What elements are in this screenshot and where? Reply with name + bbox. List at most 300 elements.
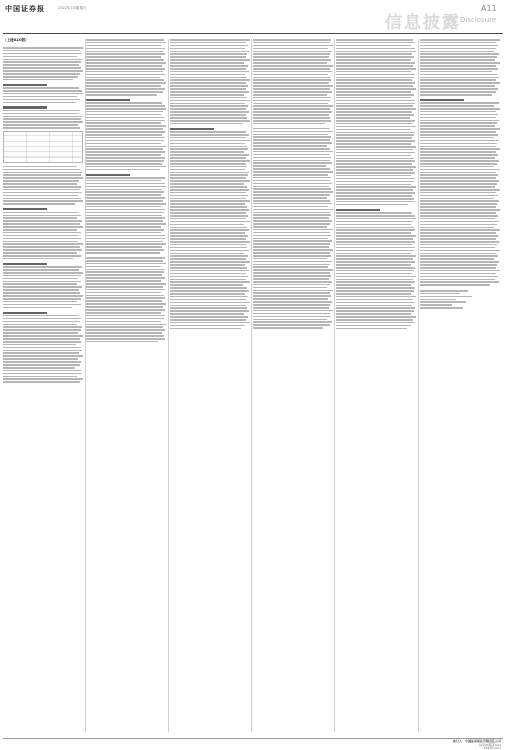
text-line	[3, 332, 78, 334]
text-line	[336, 45, 411, 47]
text-line	[3, 295, 83, 297]
text-line	[3, 376, 77, 378]
text-line	[86, 292, 161, 294]
text-line	[253, 59, 331, 61]
text-line	[3, 235, 79, 237]
text-line	[253, 298, 328, 300]
text-line	[3, 177, 83, 179]
text-line	[3, 344, 76, 346]
section-heading-line	[3, 312, 47, 314]
text-line	[420, 151, 497, 153]
text-line	[420, 114, 498, 116]
text-line	[253, 68, 330, 70]
text-line	[253, 177, 331, 179]
text-line	[336, 253, 410, 255]
text-line	[253, 321, 332, 323]
text-line	[86, 134, 162, 136]
text-line	[170, 140, 250, 142]
text-line	[3, 183, 77, 185]
text-line	[86, 169, 160, 171]
text-line	[86, 260, 163, 262]
text-line	[336, 160, 414, 162]
text-line	[3, 243, 83, 245]
text-line	[3, 238, 81, 240]
text-line	[253, 171, 333, 173]
text-line	[170, 88, 247, 90]
text-line	[86, 180, 161, 182]
text-line	[336, 287, 415, 289]
text-line	[86, 85, 161, 87]
text-line	[336, 103, 415, 105]
text-line	[3, 241, 78, 243]
text-line	[3, 67, 81, 69]
text-line	[336, 143, 410, 145]
text-line	[170, 91, 249, 93]
text-line	[3, 266, 82, 268]
text-line	[253, 220, 332, 222]
text-line	[170, 45, 248, 47]
text-line	[3, 286, 82, 288]
text-line	[336, 111, 412, 113]
text-line	[420, 192, 497, 194]
section-heading-line	[3, 84, 47, 86]
text-line	[3, 186, 81, 188]
text-line	[86, 71, 163, 73]
text-line	[420, 221, 499, 223]
text-line	[336, 258, 413, 260]
text-line	[420, 255, 498, 257]
section-title: 信息披露	[385, 13, 461, 33]
text-line	[3, 321, 80, 323]
text-line	[420, 307, 463, 309]
text-line	[170, 123, 244, 125]
text-line	[420, 74, 498, 76]
text-line	[170, 183, 244, 185]
text-line	[170, 53, 248, 55]
text-line	[253, 88, 330, 90]
text-line	[3, 200, 83, 202]
text-line	[420, 82, 500, 84]
text-line	[86, 241, 163, 243]
text-line	[253, 258, 327, 260]
text-column	[86, 36, 166, 736]
text-line	[420, 195, 498, 197]
text-line	[253, 111, 332, 113]
text-line	[86, 186, 166, 188]
text-line	[3, 53, 81, 55]
text-line	[86, 131, 164, 133]
text-line	[420, 232, 497, 234]
text-line	[253, 313, 330, 315]
text-line	[420, 238, 496, 240]
text-line	[336, 310, 414, 312]
text-line	[253, 197, 327, 199]
text-line	[3, 192, 82, 194]
text-line	[170, 307, 248, 309]
text-line	[336, 172, 415, 174]
text-line	[3, 212, 79, 214]
text-line	[253, 108, 330, 110]
text-line	[86, 326, 163, 328]
text-line	[86, 338, 164, 340]
text-line	[170, 229, 249, 231]
text-line	[170, 180, 250, 182]
text-column	[3, 36, 83, 736]
text-line	[3, 64, 79, 66]
text-line	[336, 39, 413, 41]
text-line	[253, 292, 330, 294]
text-line	[253, 316, 331, 318]
page-footer	[361, 740, 501, 750]
text-line	[253, 307, 329, 309]
text-line	[253, 243, 331, 245]
text-line	[420, 261, 499, 263]
text-line	[86, 309, 165, 311]
text-line	[420, 102, 499, 104]
text-line	[336, 224, 410, 226]
text-line	[170, 59, 250, 61]
text-line	[86, 220, 163, 222]
text-line	[336, 201, 414, 203]
footer-line-1: 执行人：中国证券报社有限责任公司	[452, 739, 501, 743]
text-line	[253, 287, 327, 289]
text-line	[336, 42, 415, 44]
text-line	[3, 116, 82, 118]
text-line	[420, 122, 498, 124]
text-line	[336, 284, 410, 286]
text-line	[253, 226, 327, 228]
text-line	[420, 120, 499, 122]
text-line	[170, 137, 247, 139]
text-line	[253, 151, 333, 153]
text-line	[170, 94, 244, 96]
text-line	[3, 195, 78, 197]
text-line	[170, 177, 247, 179]
text-line	[420, 134, 498, 136]
text-line	[3, 172, 82, 174]
text-line	[253, 229, 333, 231]
text-line	[170, 310, 249, 312]
text-line	[86, 212, 164, 214]
text-line	[170, 296, 248, 298]
text-line	[86, 321, 161, 323]
text-line	[86, 166, 166, 168]
text-line	[86, 42, 166, 44]
section-heading-line	[86, 174, 130, 176]
text-line	[86, 249, 164, 251]
text-line	[253, 100, 331, 102]
text-line	[336, 88, 416, 90]
text-line	[170, 114, 246, 116]
text-line	[336, 105, 413, 107]
text-line	[3, 326, 82, 328]
text-line	[420, 299, 457, 301]
section-heading-line	[3, 106, 47, 108]
text-line	[253, 246, 329, 248]
text-line	[170, 258, 247, 260]
text-column	[170, 36, 250, 736]
text-line	[336, 221, 413, 223]
text-line	[170, 85, 248, 87]
text-line	[3, 283, 77, 285]
text-line	[420, 105, 494, 107]
text-line	[336, 313, 410, 315]
text-line	[253, 139, 330, 141]
text-line	[3, 370, 81, 372]
text-line	[253, 255, 331, 257]
text-line	[420, 65, 497, 67]
text-line	[170, 255, 248, 257]
text-line	[336, 181, 414, 183]
text-line	[253, 223, 331, 225]
text-line	[253, 128, 331, 130]
text-line	[253, 266, 328, 268]
text-line	[253, 304, 331, 306]
text-line	[253, 97, 331, 99]
text-line	[3, 56, 77, 58]
text-line	[336, 91, 410, 93]
text-line	[420, 160, 499, 162]
text-line	[86, 271, 164, 273]
text-line	[86, 280, 160, 282]
text-line	[86, 157, 165, 159]
text-line	[336, 267, 415, 269]
text-line	[86, 312, 160, 314]
text-line	[170, 172, 249, 174]
text-line	[170, 77, 248, 79]
text-line	[3, 335, 83, 337]
text-line	[170, 322, 250, 324]
text-line	[170, 232, 245, 234]
text-line	[3, 226, 83, 228]
text-line	[3, 87, 79, 89]
text-line	[253, 290, 333, 292]
text-line	[3, 364, 80, 366]
text-line	[170, 281, 250, 283]
text-line	[420, 301, 466, 303]
text-line	[253, 235, 331, 237]
text-line	[420, 177, 496, 179]
text-line	[336, 215, 414, 217]
text-line	[3, 99, 80, 101]
text-line	[86, 269, 165, 271]
text-line	[86, 189, 162, 191]
text-line	[86, 297, 164, 299]
text-line	[336, 247, 415, 249]
text-line	[3, 166, 77, 168]
text-line	[253, 117, 331, 119]
text-line	[420, 163, 498, 165]
text-line	[420, 212, 497, 214]
text-line	[253, 191, 333, 193]
text-line	[86, 39, 164, 41]
text-line	[336, 229, 415, 231]
text-line	[3, 246, 80, 248]
text-line	[86, 102, 162, 104]
text-line	[86, 74, 165, 76]
text-line	[170, 198, 247, 200]
text-line	[253, 214, 331, 216]
section-heading-line	[420, 99, 464, 101]
text-line	[86, 306, 163, 308]
text-line	[86, 289, 165, 291]
text-line	[336, 261, 414, 263]
text-line	[253, 103, 328, 105]
text-line	[3, 59, 82, 61]
text-line	[3, 47, 83, 49]
text-line	[170, 203, 245, 205]
text-line	[336, 79, 412, 81]
text-line	[170, 227, 248, 229]
text-line	[170, 284, 244, 286]
section-heading-line	[3, 263, 47, 265]
text-line	[3, 215, 81, 217]
text-line	[253, 51, 332, 53]
text-line	[336, 195, 412, 197]
text-line	[253, 165, 327, 167]
text-line	[86, 226, 160, 228]
text-line	[253, 319, 327, 321]
text-line	[253, 295, 331, 297]
text-line	[336, 85, 413, 87]
text-line	[170, 160, 250, 162]
text-line	[336, 123, 413, 125]
text-line	[336, 149, 413, 151]
text-column	[336, 36, 416, 736]
text-line	[170, 42, 247, 44]
text-line	[253, 105, 333, 107]
text-line	[86, 332, 162, 334]
text-line	[86, 163, 162, 165]
text-line	[86, 263, 166, 265]
text-line	[170, 39, 250, 41]
text-line	[170, 270, 249, 272]
text-line	[253, 65, 333, 67]
section-heading-line	[336, 209, 380, 211]
text-line	[336, 71, 411, 73]
text-line	[253, 123, 325, 125]
text-line	[3, 341, 81, 343]
section-title-english: Disclosure	[460, 16, 497, 24]
text-line	[253, 275, 331, 277]
text-line	[86, 146, 166, 148]
text-line	[420, 143, 498, 145]
column-heading: （上接A10版）	[3, 38, 29, 42]
text-line	[253, 174, 328, 176]
text-line	[170, 279, 247, 281]
text-line	[420, 198, 494, 200]
text-line	[253, 206, 328, 208]
text-line	[420, 209, 500, 211]
text-line	[336, 232, 411, 234]
text-line	[336, 302, 414, 304]
text-line	[336, 218, 416, 220]
text-line	[170, 195, 248, 197]
text-line	[86, 277, 164, 279]
text-line	[420, 111, 497, 113]
text-line	[253, 238, 328, 240]
text-line	[86, 232, 161, 234]
text-line	[170, 68, 247, 70]
text-line	[336, 82, 415, 84]
text-line	[170, 103, 245, 105]
text-line	[336, 48, 414, 50]
text-line	[86, 303, 166, 305]
text-line	[3, 220, 82, 222]
text-line	[253, 39, 331, 41]
text-line	[420, 186, 495, 188]
footer-line-3: 2022年10月	[483, 746, 501, 750]
text-line	[3, 367, 75, 369]
text-line	[170, 290, 249, 292]
text-line	[420, 71, 493, 73]
text-line	[253, 209, 333, 211]
footer-rule	[3, 738, 503, 739]
text-line	[336, 198, 414, 200]
text-line	[420, 264, 498, 266]
text-line	[253, 154, 329, 156]
text-line	[3, 352, 79, 354]
text-line	[420, 157, 495, 159]
text-line	[420, 77, 499, 79]
text-line	[86, 143, 160, 145]
text-line	[86, 215, 162, 217]
text-line	[420, 206, 496, 208]
text-line	[170, 200, 250, 202]
text-line	[86, 300, 162, 302]
text-line	[3, 61, 81, 63]
text-line	[170, 221, 250, 223]
text-line	[3, 255, 81, 257]
text-line	[86, 191, 164, 193]
text-line	[336, 74, 414, 76]
text-line	[420, 51, 494, 53]
text-line	[253, 162, 332, 164]
text-line	[170, 100, 250, 102]
text-line	[420, 140, 499, 142]
text-line	[253, 77, 331, 79]
text-line	[253, 217, 329, 219]
text-line	[3, 304, 81, 306]
text-line	[420, 296, 473, 298]
text-line	[253, 91, 332, 93]
text-line	[336, 51, 416, 53]
text-line	[253, 203, 332, 205]
text-line	[86, 183, 164, 185]
text-line	[336, 178, 414, 180]
text-line	[253, 327, 323, 329]
text-line	[86, 151, 164, 153]
text-line	[86, 229, 164, 231]
text-line	[86, 56, 160, 58]
text-line	[170, 215, 248, 217]
text-line	[86, 51, 163, 53]
text-line	[170, 319, 247, 321]
text-line	[86, 257, 164, 259]
text-line	[336, 290, 414, 292]
text-line	[3, 203, 75, 205]
text-line	[170, 247, 248, 249]
text-line	[253, 79, 331, 81]
text-line	[420, 218, 495, 220]
text-line	[3, 361, 81, 363]
text-line	[253, 249, 333, 251]
text-line	[336, 59, 410, 61]
text-line	[3, 272, 83, 274]
text-line	[3, 124, 78, 126]
text-line	[3, 93, 83, 95]
text-line	[336, 158, 414, 160]
